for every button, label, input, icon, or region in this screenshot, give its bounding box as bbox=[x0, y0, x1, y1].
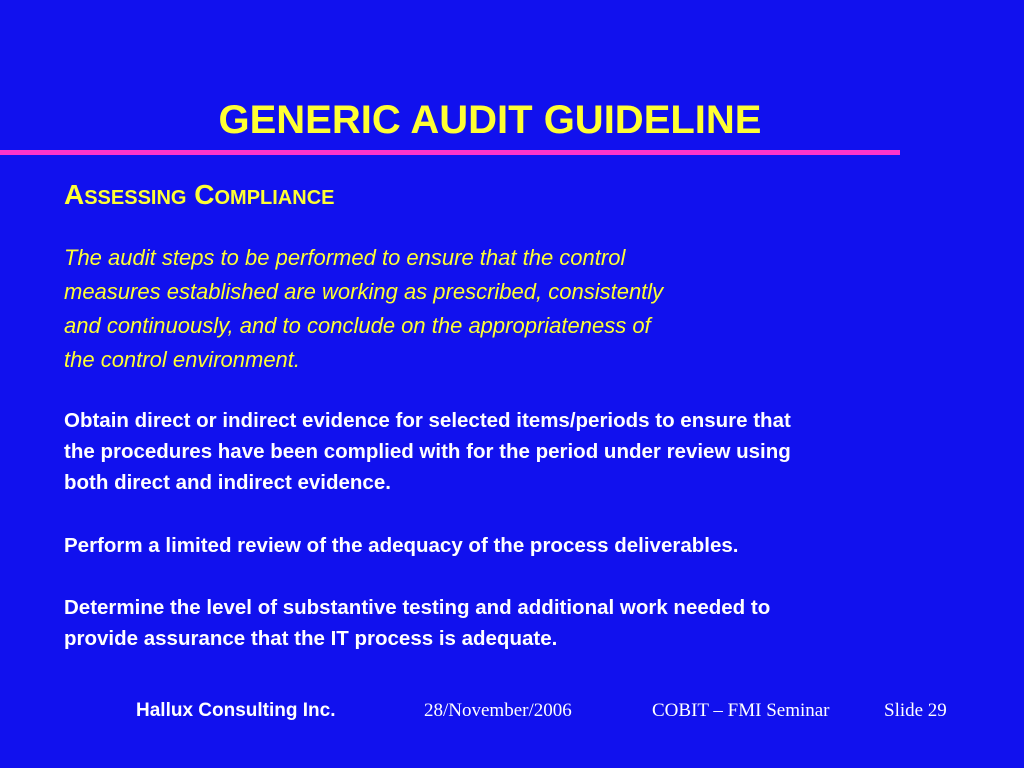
title-underline bbox=[0, 150, 900, 155]
slide-footer bbox=[0, 698, 1024, 724]
paragraph-line: Determine the level of substantive testing and additional work needed to bbox=[64, 596, 771, 619]
slide-title: GENERIC AUDIT GUIDELINE bbox=[218, 98, 762, 142]
paragraph-line: the procedures have been complied with for the period under review using bbox=[64, 440, 791, 463]
definition-line: The audit steps to be performed to ensure that the control bbox=[64, 245, 626, 270]
paragraph-line: Perform a limited review of the adequacy of the process deliverables. bbox=[64, 534, 739, 557]
body-paragraph-review bbox=[64, 530, 738, 561]
paragraph-line: provide assurance that the IT process is adequate. bbox=[64, 627, 558, 650]
footer-seminar: COBIT – FMI Seminar bbox=[652, 700, 830, 721]
definition-line: the control environment. bbox=[64, 347, 301, 372]
footer-company: Hallux Consulting Inc. bbox=[136, 700, 336, 721]
paragraph-line: both direct and indirect evidence. bbox=[64, 471, 391, 494]
footer-slide-number: Slide 29 bbox=[884, 700, 947, 721]
definition-line: measures established are working as prescribed, consistently bbox=[64, 279, 664, 304]
definition-text bbox=[64, 241, 663, 377]
section-heading: Assessing Compliance bbox=[64, 179, 335, 210]
body-paragraph-evidence bbox=[64, 405, 791, 498]
body-paragraph-testing bbox=[64, 592, 770, 654]
footer-date: 28/November/2006 bbox=[424, 700, 572, 721]
definition-line: and continuously, and to conclude on the appropriateness of bbox=[64, 313, 651, 338]
paragraph-line: Obtain direct or indirect evidence for selected items/periods to ensure that bbox=[64, 409, 791, 432]
